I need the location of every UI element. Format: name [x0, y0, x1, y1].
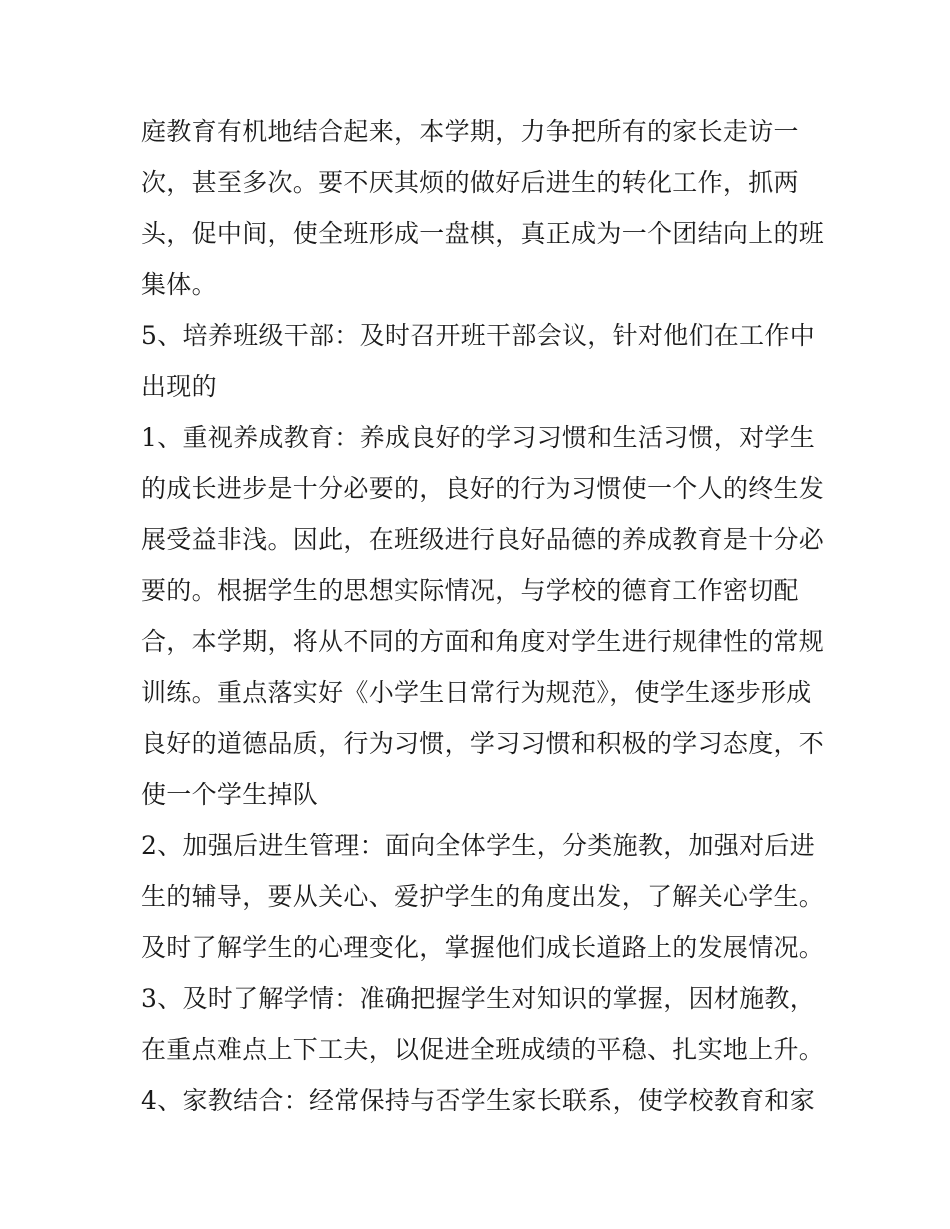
text-line: 3、及时了解学情：准确把握学生对知识的掌握，因材施教， [141, 984, 816, 1013]
text-line: 4、家教结合：经常保持与否学生家长联系，使学校教育和家 [141, 1086, 816, 1115]
text-line: 2、加强后进生管理：面向全体学生，分类施教，加强对后进 [141, 831, 816, 860]
text-line: 庭教育有机地结合起来，本学期，力争把所有的家长走访一 [141, 117, 799, 146]
text-line: 出现的 [141, 372, 217, 401]
text-line: 训练。重点落实好《小学生日常行为规范》，使学生逐步形成 [141, 678, 812, 707]
text-line: 5、培养班级干部：及时召开班干部会议，针对他们在工作中 [141, 321, 816, 350]
text-line: 要的。根据学生的思想实际情况，与学校的德育工作密切配 [141, 576, 799, 605]
text-line: 集体。 [141, 270, 217, 299]
text-line: 及时了解学生的心理变化，掌握他们成长道路上的发展情况。 [141, 933, 825, 962]
text-line: 次，甚至多次。要不厌其烦的做好后进生的转化工作，抓两 [141, 168, 799, 197]
text-line: 良好的道德品质，行为习惯，学习习惯和积极的学习态度，不 [141, 729, 825, 758]
text-line: 头，促中间，使全班形成一盘棋，真正成为一个团结向上的班 [141, 219, 825, 248]
text-line: 在重点难点上下工夫，以促进全班成绩的平稳、扎实地上升。 [141, 1035, 825, 1064]
text-line: 生的辅导，要从关心、爱护学生的角度出发，了解关心学生。 [141, 882, 825, 911]
text-line: 1、重视养成教育：养成良好的学习习惯和生活习惯，对学生 [141, 423, 816, 452]
document-body [141, 106, 825, 1126]
text-line: 合，本学期，将从不同的方面和角度对学生进行规律性的常规 [141, 627, 825, 656]
text-line: 展受益非浅。因此，在班级进行良好品德的养成教育是十分必 [141, 525, 825, 554]
text-line: 的成长进步是十分必要的，良好的行为习惯使一个人的终生发 [141, 474, 825, 503]
text-line: 使一个学生掉队 [141, 780, 319, 809]
